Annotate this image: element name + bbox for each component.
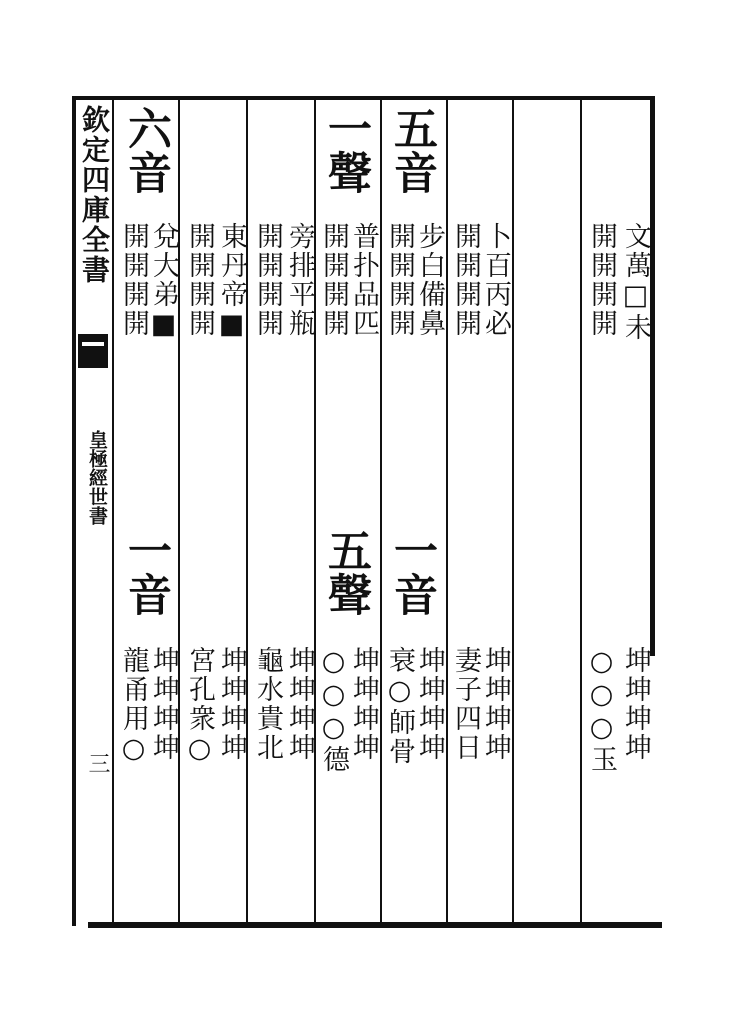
frame-top-line: [72, 96, 650, 100]
heading-five-sheng: 五聲: [320, 528, 371, 616]
lower-column: 龍甬用○: [118, 646, 149, 766]
lower-column: 衰○師骨: [384, 646, 415, 766]
frame-left-outer: [72, 96, 76, 926]
heading-one-tone: 一音: [120, 528, 171, 616]
lower-column: ○○○玉: [586, 646, 617, 774]
fishtail-mark: [78, 334, 108, 368]
upper-column: 兌大弟■: [148, 222, 179, 342]
lower-column: 龜水貴北: [252, 646, 283, 762]
upper-column: 開開開開: [318, 222, 349, 338]
library-title: 欽定四庫全書: [78, 105, 111, 285]
lower-column: 宮孔衆○: [184, 646, 215, 766]
heading-one-sheng: 一聲: [320, 106, 371, 194]
upper-column: 東丹帝■: [216, 222, 247, 342]
upper-column: 開開開開: [252, 222, 283, 338]
frame-left-inner: [112, 96, 114, 924]
upper-column: 開開開開: [118, 222, 149, 338]
upper-column: 普扑品匹: [348, 222, 379, 338]
upper-column: 旁排平瓶: [284, 222, 315, 338]
upper-column: 文萬□未: [620, 222, 651, 342]
frame-right-line: [650, 96, 655, 656]
lower-column: 坤坤坤坤: [148, 646, 179, 762]
lower-column: 坤坤坤坤: [480, 646, 511, 762]
page-number: 三: [85, 752, 110, 774]
heading-one-tone: 一音: [386, 528, 437, 616]
heading-six-tone: 六音: [120, 106, 171, 194]
lower-column: 坤坤坤坤: [414, 646, 445, 762]
upper-column: 步白備鼻: [414, 222, 445, 338]
heading-five-tone: 五音: [386, 106, 437, 194]
column-divider: [512, 100, 514, 922]
lower-column: 坤坤坤坤: [620, 646, 651, 762]
upper-column: 開開開開: [384, 222, 415, 338]
frame-bottom-line: [88, 922, 662, 928]
lower-column: ○○○德: [318, 646, 349, 774]
upper-column: 開開開開: [586, 222, 617, 338]
lower-column: 坤坤坤坤: [284, 646, 315, 762]
upper-column: 卜百丙必: [480, 222, 511, 338]
lower-column: 坤坤坤坤: [216, 646, 247, 762]
upper-column: 開開開開: [184, 222, 215, 338]
lower-column: 妻子四日: [450, 646, 481, 762]
upper-column: 開開開開: [450, 222, 481, 338]
column-divider: [580, 100, 582, 922]
book-title: 皇極經世書: [86, 430, 108, 525]
lower-column: 坤坤坤坤: [348, 646, 379, 762]
